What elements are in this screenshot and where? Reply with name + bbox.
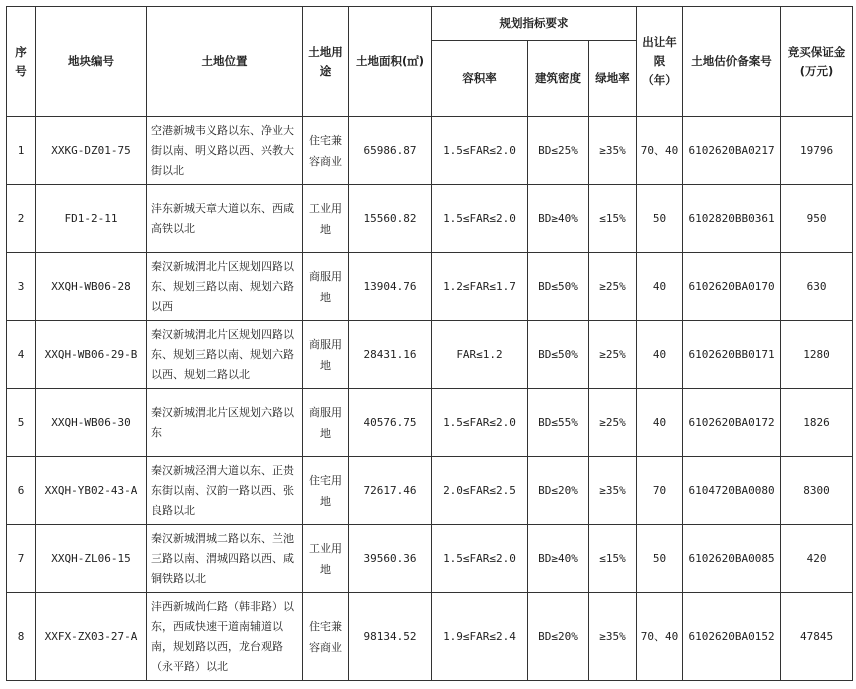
cell-density: BD≥40% bbox=[528, 525, 589, 593]
cell-seq: 3 bbox=[7, 253, 36, 321]
cell-usage: 商服用地 bbox=[303, 321, 349, 389]
header-seq: 序号 bbox=[7, 7, 36, 117]
cell-area: 39560.36 bbox=[349, 525, 432, 593]
header-green: 绿地率 bbox=[589, 41, 637, 117]
land-auction-table bbox=[6, 6, 853, 681]
cell-seq: 2 bbox=[7, 185, 36, 253]
cell-density: BD≤20% bbox=[528, 457, 589, 525]
header-plot-no: 地块编号 bbox=[36, 7, 147, 117]
cell-seq: 4 bbox=[7, 321, 36, 389]
cell-far: 1.5≤FAR≤2.0 bbox=[432, 185, 528, 253]
cell-location: 空港新城韦义路以东、净业大街以南、明义路以西、兴教大街以北 bbox=[147, 117, 303, 185]
cell-term: 70、40 bbox=[637, 593, 683, 681]
cell-deposit: 8300 bbox=[781, 457, 853, 525]
cell-seq: 6 bbox=[7, 457, 36, 525]
cell-deposit: 420 bbox=[781, 525, 853, 593]
cell-density: BD≥40% bbox=[528, 185, 589, 253]
cell-density: BD≤50% bbox=[528, 253, 589, 321]
cell-green: ≥25% bbox=[589, 389, 637, 457]
cell-green: ≥35% bbox=[589, 457, 637, 525]
cell-far: 1.5≤FAR≤2.0 bbox=[432, 525, 528, 593]
cell-seq: 1 bbox=[7, 117, 36, 185]
cell-deposit: 630 bbox=[781, 253, 853, 321]
cell-density: BD≤55% bbox=[528, 389, 589, 457]
cell-far: FAR≤1.2 bbox=[432, 321, 528, 389]
cell-seq: 8 bbox=[7, 593, 36, 681]
table-row bbox=[7, 457, 853, 525]
cell-area: 98134.52 bbox=[349, 593, 432, 681]
cell-green: ≥25% bbox=[589, 253, 637, 321]
cell-green: ≥25% bbox=[589, 321, 637, 389]
cell-far: 1.5≤FAR≤2.0 bbox=[432, 117, 528, 185]
cell-plot-no: FD1-2-11 bbox=[36, 185, 147, 253]
cell-filing: 6102620BA0152 bbox=[683, 593, 781, 681]
cell-far: 1.2≤FAR≤1.7 bbox=[432, 253, 528, 321]
cell-area: 40576.75 bbox=[349, 389, 432, 457]
cell-deposit: 19796 bbox=[781, 117, 853, 185]
cell-location: 沣西新城尚仁路（韩非路）以东，西咸快速干道南辅道以南，规划路以西，龙台观路（永平路）以北 bbox=[147, 593, 303, 681]
cell-green: ≥35% bbox=[589, 593, 637, 681]
cell-location: 秦汉新城渭城二路以东、兰池三路以南、渭城四路以西、咸铜铁路以北 bbox=[147, 525, 303, 593]
cell-deposit: 950 bbox=[781, 185, 853, 253]
cell-plot-no: XXQH-ZL06-15 bbox=[36, 525, 147, 593]
cell-usage: 住宅兼容商业 bbox=[303, 593, 349, 681]
header-planning-group: 规划指标要求 bbox=[432, 7, 637, 41]
cell-far: 1.5≤FAR≤2.0 bbox=[432, 389, 528, 457]
cell-term: 50 bbox=[637, 525, 683, 593]
cell-filing: 6102620BB0171 bbox=[683, 321, 781, 389]
table-row bbox=[7, 321, 853, 389]
header-deposit: 竞买保证金(万元) bbox=[781, 7, 853, 117]
cell-term: 40 bbox=[637, 253, 683, 321]
cell-far: 1.9≤FAR≤2.4 bbox=[432, 593, 528, 681]
header-row-1 bbox=[7, 7, 853, 41]
table-row bbox=[7, 117, 853, 185]
header-density: 建筑密度 bbox=[528, 41, 589, 117]
cell-usage: 商服用地 bbox=[303, 253, 349, 321]
cell-deposit: 47845 bbox=[781, 593, 853, 681]
cell-plot-no: XXQH-YB02-43-A bbox=[36, 457, 147, 525]
cell-usage: 商服用地 bbox=[303, 389, 349, 457]
cell-plot-no: XXKG-DZ01-75 bbox=[36, 117, 147, 185]
cell-density: BD≤25% bbox=[528, 117, 589, 185]
cell-term: 40 bbox=[637, 321, 683, 389]
cell-term: 50 bbox=[637, 185, 683, 253]
cell-deposit: 1280 bbox=[781, 321, 853, 389]
cell-term: 70 bbox=[637, 457, 683, 525]
cell-location: 秦汉新城渭北片区规划四路以东、规划三路以南、规划六路以西 bbox=[147, 253, 303, 321]
cell-plot-no: XXQH-WB06-30 bbox=[36, 389, 147, 457]
cell-density: BD≤20% bbox=[528, 593, 589, 681]
cell-location: 秦汉新城泾渭大道以东、正贵东街以南、汉韵一路以西、张良路以北 bbox=[147, 457, 303, 525]
cell-filing: 6104720BA0080 bbox=[683, 457, 781, 525]
cell-area: 72617.46 bbox=[349, 457, 432, 525]
cell-green: ≥35% bbox=[589, 117, 637, 185]
header-location: 土地位置 bbox=[147, 7, 303, 117]
cell-plot-no: XXQH-WB06-28 bbox=[36, 253, 147, 321]
header-area: 土地面积(㎡) bbox=[349, 7, 432, 117]
cell-filing: 6102620BA0172 bbox=[683, 389, 781, 457]
cell-usage: 工业用地 bbox=[303, 525, 349, 593]
cell-filing: 6102620BA0217 bbox=[683, 117, 781, 185]
header-term: 出让年限（年） bbox=[637, 7, 683, 117]
cell-seq: 7 bbox=[7, 525, 36, 593]
cell-location: 秦汉新城渭北片区规划四路以东、规划三路以南、规划六路以西、规划二路以北 bbox=[147, 321, 303, 389]
header-usage: 土地用途 bbox=[303, 7, 349, 117]
cell-area: 15560.82 bbox=[349, 185, 432, 253]
cell-green: ≤15% bbox=[589, 525, 637, 593]
cell-location: 秦汉新城渭北片区规划六路以东 bbox=[147, 389, 303, 457]
table-row bbox=[7, 253, 853, 321]
cell-area: 65986.87 bbox=[349, 117, 432, 185]
cell-filing: 6102620BA0085 bbox=[683, 525, 781, 593]
header-far: 容积率 bbox=[432, 41, 528, 117]
cell-deposit: 1826 bbox=[781, 389, 853, 457]
cell-term: 40 bbox=[637, 389, 683, 457]
cell-usage: 住宅兼容商业 bbox=[303, 117, 349, 185]
cell-usage: 工业用地 bbox=[303, 185, 349, 253]
cell-filing: 6102820BB0361 bbox=[683, 185, 781, 253]
table-row bbox=[7, 389, 853, 457]
cell-filing: 6102620BA0170 bbox=[683, 253, 781, 321]
cell-area: 28431.16 bbox=[349, 321, 432, 389]
header-filing: 土地估价备案号 bbox=[683, 7, 781, 117]
table-row bbox=[7, 593, 853, 681]
cell-density: BD≤50% bbox=[528, 321, 589, 389]
table-row bbox=[7, 185, 853, 253]
cell-usage: 住宅用地 bbox=[303, 457, 349, 525]
cell-seq: 5 bbox=[7, 389, 36, 457]
cell-green: ≤15% bbox=[589, 185, 637, 253]
cell-location: 沣东新城天章大道以东、西咸高铁以北 bbox=[147, 185, 303, 253]
cell-area: 13904.76 bbox=[349, 253, 432, 321]
table-row bbox=[7, 525, 853, 593]
cell-far: 2.0≤FAR≤2.5 bbox=[432, 457, 528, 525]
cell-plot-no: XXQH-WB06-29-B bbox=[36, 321, 147, 389]
cell-term: 70、40 bbox=[637, 117, 683, 185]
cell-plot-no: XXFX-ZX03-27-A bbox=[36, 593, 147, 681]
